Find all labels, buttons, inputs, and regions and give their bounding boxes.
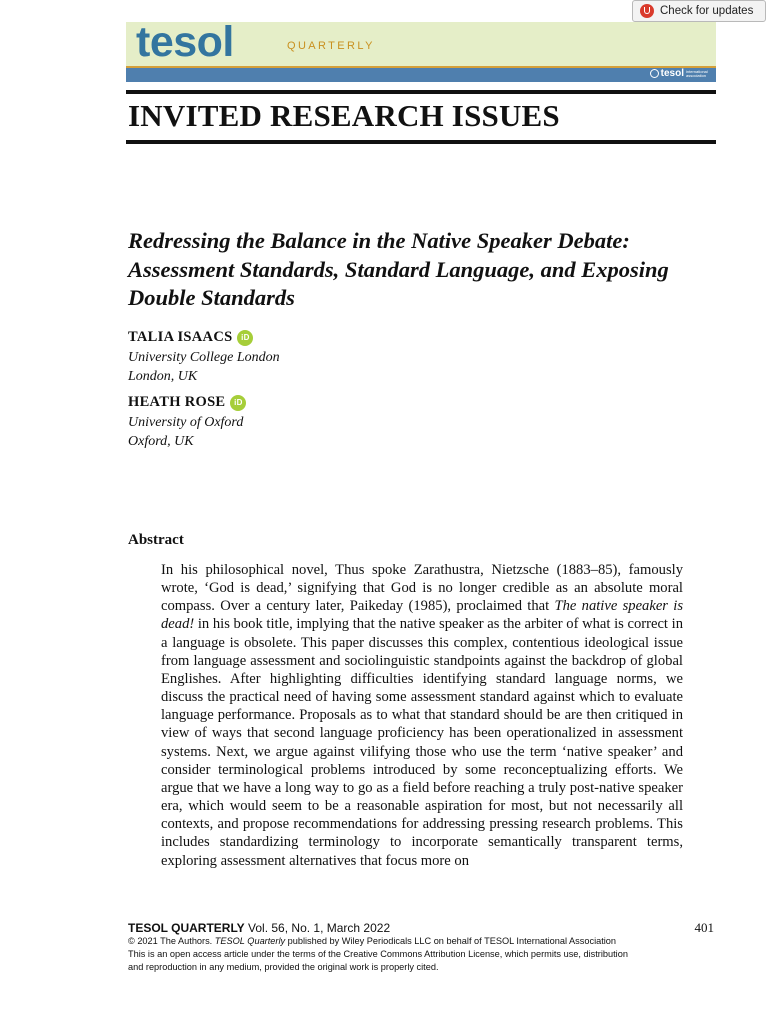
license-line: and reproduction in any medium, provided the original work is properly cited. (128, 962, 439, 972)
tesol-association-logo: tesol international association (650, 68, 708, 79)
section-rule-top (126, 90, 716, 94)
journal-logo: tesol (136, 18, 234, 66)
article-title: Redressing the Balance in the Native Speaker Debate: Assessment Standards, Standard Language, and Exposing Double Standards (128, 228, 669, 310)
license-line: This is an open access article under the terms of the Creative Commons Attribution License, which permits use, distribution (128, 949, 628, 959)
orcid-icon[interactable]: iD (237, 330, 253, 346)
copyright-line: © 2021 The Authors. TESOL Quarterly published by Wiley Periodicals LLC on behalf of TESOL International Association (128, 936, 617, 946)
journal-banner (126, 18, 716, 69)
abstract-heading: Abstract (128, 532, 184, 548)
journal-color-bar (126, 68, 716, 82)
page-number: 401 (694, 920, 714, 935)
section-rule-bottom (126, 140, 716, 144)
check-for-updates-button[interactable] (632, 0, 766, 22)
author-name: HEATH ROSE iD (128, 394, 246, 411)
orcid-icon[interactable]: iD (230, 395, 246, 411)
globe-icon (650, 69, 659, 78)
section-title: INVITED RESEARCH ISSUES (128, 98, 560, 133)
crossmark-icon (640, 4, 654, 18)
check-for-updates-label: Check for updates (660, 5, 754, 17)
footer-citation: TESOL QUARTERLY Vol. 56, No. 1, March 2022 (128, 921, 391, 935)
abstract-text: In his philosophical novel, Thus spoke Zarathustra, Nietzsche (1883–85), famously wrote, ‘God is dead,’ signifying that God is no longer credible as an absolute moral compass. Over a century later, Paikeday (1985), proclaimed that The native speaker is dead! in his book title, implying that the native speaker as the arbiter of what is correct in a language is obsolete. This paper discusses this complex, contentious ideological issue from language assessment and sociolinguistic standpoints against the backdrop of global Englishes. After highlighting difficulties identifying standard language norms, we discuss the practical need of having some assessment standard against which to evaluate language performance. Proposals as to what that standard should be are then critiqued in view of ways that second language proficiency has been operationalized in assessment systems. Next, we argue against vilifying those who use the term ‘native speaker’ and consider terminological problems introduced by some reconceptualizing efforts. We argue that we have a long way to go as a field before reaching a truly post-native speaker era, which would seem to be a reasonable aspiration for most, but not necessarily all contexts, and propose recommendations for addressing pressing research problems. This includes standardizing terminology to incorporate semantically transparent terms, exploring assessment alternatives that focus more on (161, 562, 683, 869)
author-name: TALIA ISAACS iD (128, 329, 253, 346)
author-affiliation: University College London London, UK (128, 350, 280, 384)
page-footer (128, 921, 714, 974)
journal-logo-subtitle: QUARTERLY (287, 40, 375, 52)
author-affiliation: University of Oxford Oxford, UK (128, 415, 244, 449)
